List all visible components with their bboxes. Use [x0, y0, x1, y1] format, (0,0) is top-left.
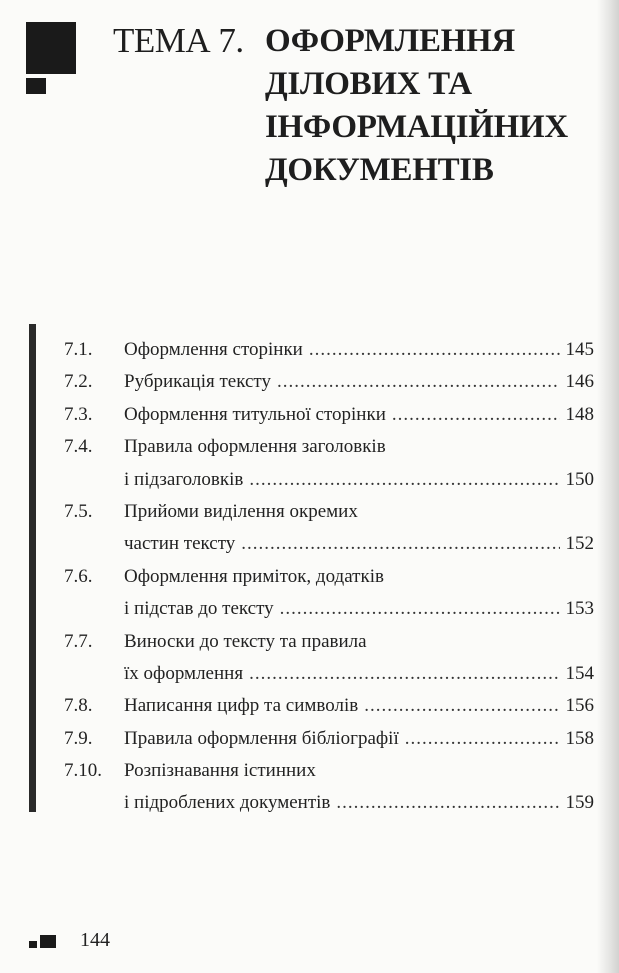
toc-entry[interactable]	[64, 399, 594, 431]
toc-title: і підстав до тексту	[124, 598, 274, 620]
toc-line	[64, 366, 594, 398]
toc-title: Правила оформлення бібліографії	[124, 727, 399, 749]
toc-page-number: 156	[565, 695, 594, 717]
toc-leader-dots	[280, 593, 560, 625]
title-line: ІНФОРМАЦІЙНИХ	[265, 109, 568, 145]
toc-line	[64, 464, 594, 496]
toc-page-number: 152	[565, 533, 594, 555]
toc-number: 7.10.	[64, 760, 102, 782]
toc-title: Оформлення сторінки	[124, 339, 303, 360]
toc-line	[64, 626, 594, 658]
toc-line	[64, 787, 594, 819]
toc-title: Розпізнавання істинних	[124, 760, 316, 782]
footer-decorative-square	[40, 935, 56, 948]
page-number: 144	[80, 929, 110, 951]
toc-line	[64, 496, 594, 528]
toc-leader-dots	[392, 399, 560, 431]
toc-entry[interactable]	[64, 690, 594, 722]
toc-title: Оформлення приміток, додатків	[124, 565, 384, 587]
toc-number: 7.1.	[64, 339, 93, 360]
footer-decorative-square-small	[29, 941, 37, 948]
toc-page-number: 154	[565, 662, 594, 684]
toc-number: 7.9.	[64, 727, 93, 749]
toc-entry[interactable]	[64, 561, 594, 626]
toc-leader-dots	[336, 787, 559, 819]
toc-leader-dots	[249, 464, 559, 496]
toc-line	[64, 561, 594, 593]
toc-leader-dots	[249, 658, 559, 690]
toc-line	[64, 528, 594, 560]
toc-number: 7.3.	[64, 403, 93, 425]
toc-page-number: 153	[565, 598, 594, 620]
toc-entry[interactable]	[64, 496, 594, 561]
table-of-contents	[64, 334, 594, 820]
toc-entry[interactable]	[64, 366, 594, 398]
toc-entry[interactable]	[64, 723, 594, 755]
toc-leader-dots	[405, 723, 560, 755]
toc-title: Виноски до тексту та правила	[124, 630, 367, 652]
toc-number: 7.2.	[64, 371, 93, 393]
toc-page-number: 158	[565, 727, 594, 749]
toc-page-number: 148	[565, 403, 594, 425]
toc-leader-dots	[309, 334, 560, 366]
toc-leader-dots	[241, 528, 559, 560]
toc-entry[interactable]	[64, 334, 594, 366]
toc-entry[interactable]	[64, 755, 594, 820]
toc-leader-dots	[364, 690, 559, 722]
toc-entry[interactable]	[64, 431, 594, 496]
toc-line	[64, 723, 594, 755]
toc-title: Написання цифр та символів	[124, 695, 359, 717]
toc-title: і підроблених документів	[124, 792, 331, 814]
toc-title: Правила оформлення заголовків	[124, 436, 386, 458]
title-line: ДІЛОВИХ ТА	[265, 66, 472, 102]
toc-title: їх оформлення	[124, 662, 244, 684]
toc-page-number: 159	[565, 792, 594, 814]
toc-line	[64, 658, 594, 690]
toc-number: 7.8.	[64, 695, 93, 717]
title-line: ДОКУМЕНТІВ	[265, 152, 494, 188]
toc-number: 7.6.	[64, 565, 93, 587]
decorative-square-large	[26, 22, 76, 74]
toc-line	[64, 399, 594, 431]
toc-title: Прийоми виділення окремих	[124, 500, 358, 522]
toc-line	[64, 431, 594, 463]
toc-number: 7.4.	[64, 436, 93, 458]
toc-line	[64, 593, 594, 625]
toc-number: 7.5.	[64, 500, 93, 522]
toc-number: 7.7.	[64, 630, 93, 652]
toc-title: Оформлення титульної сторінки	[124, 403, 386, 425]
toc-entry[interactable]	[64, 626, 594, 691]
toc-line	[64, 755, 594, 787]
toc-title: Рубрикація тексту	[124, 371, 271, 393]
topic-title	[265, 20, 605, 192]
toc-page-number: 145	[565, 339, 594, 360]
toc-title: частин тексту	[124, 533, 236, 555]
decorative-square-small	[26, 78, 46, 94]
topic-label: ТЕМА 7.	[113, 21, 244, 60]
toc-page-number: 146	[565, 371, 594, 393]
toc-line	[64, 334, 594, 366]
toc-page-number: 150	[565, 468, 594, 490]
toc-line	[64, 690, 594, 722]
toc-leader-dots	[277, 366, 560, 398]
title-line: ОФОРМЛЕННЯ	[265, 23, 515, 59]
toc-vertical-bar	[29, 324, 36, 812]
toc-title: і підзаголовків	[124, 468, 244, 490]
